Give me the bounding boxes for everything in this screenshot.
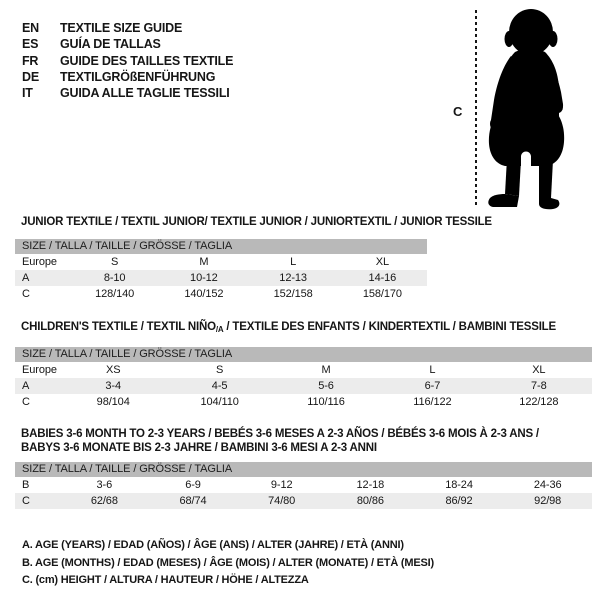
junior-textile-table bbox=[15, 215, 492, 302]
table-title bbox=[15, 320, 592, 337]
table-title-part: CHILDREN'S TEXTILE / TEXTIL NIÑO bbox=[21, 321, 216, 333]
size-cell: M bbox=[199, 256, 209, 268]
size-cell: 3-4 bbox=[105, 380, 121, 392]
size-cell: 12-13 bbox=[279, 272, 307, 284]
language-label: GUIDE DES TAILLES TEXTILE bbox=[60, 53, 234, 68]
size-cell: 4-5 bbox=[211, 380, 228, 392]
baby-foot-left bbox=[488, 194, 519, 207]
footnote-height: C. (cm) HEIGHT / ALTURA / HAUTEUR / HÖHE / ALTEZZA bbox=[22, 574, 309, 586]
language-label: TEXTILE SIZE GUIDE bbox=[60, 21, 183, 35]
size-header-bar: SIZE / TALLA / TAILLE / GRÖSSE / TAGLIA bbox=[15, 462, 592, 477]
baby-leg-right bbox=[539, 160, 553, 198]
table-title-line2: BABYS 3-6 MONATE BIS 2-3 JAHRE / BAMBINI 3-6 MESI A 2-3 ANNI bbox=[21, 442, 377, 454]
table-row bbox=[15, 286, 427, 302]
row-label: C bbox=[22, 495, 30, 507]
table-title-subscript: /A bbox=[215, 325, 224, 334]
table-row bbox=[15, 254, 427, 270]
height-measure-label: C bbox=[453, 104, 463, 119]
size-cell: 74/80 bbox=[268, 495, 296, 507]
size-cell: 8-10 bbox=[103, 272, 126, 284]
table-row bbox=[15, 493, 592, 509]
language-label: TEXTILGRÖßENFÜHRUNG bbox=[60, 69, 216, 84]
table-title-part: / TEXTILE DES ENFANTS / KINDERTEXTIL / BAMBINI TESSILE bbox=[223, 321, 556, 333]
size-cell: 5-6 bbox=[318, 380, 334, 392]
language-title-list bbox=[22, 20, 233, 101]
table-row bbox=[15, 362, 592, 378]
size-cell: 7-8 bbox=[531, 380, 547, 392]
row-label: B bbox=[22, 479, 30, 491]
language-code: FR bbox=[22, 53, 39, 68]
size-cell: M bbox=[321, 364, 331, 376]
size-cell: 12-18 bbox=[356, 479, 385, 491]
size-cell: 104/110 bbox=[200, 396, 239, 408]
baby-silhouette bbox=[483, 8, 571, 212]
size-cell: 152/158 bbox=[273, 288, 313, 300]
table-row bbox=[15, 477, 592, 493]
language-row-es bbox=[22, 36, 233, 52]
footnote-age-months: B. AGE (MONTHS) / EDAD (MESES) / ÂGE (MOIS) / ALTER (MONATE) / ETÀ (MESI) bbox=[22, 556, 434, 569]
baby-foot-right bbox=[539, 198, 559, 209]
language-row-fr bbox=[22, 53, 233, 69]
language-row-de bbox=[22, 69, 233, 85]
size-cell: 6-7 bbox=[424, 380, 441, 392]
size-cell: L bbox=[429, 364, 436, 376]
language-row-it bbox=[22, 85, 233, 101]
baby-ear-right bbox=[549, 31, 558, 47]
row-label: Europe bbox=[22, 256, 57, 268]
size-cell: 86/92 bbox=[445, 495, 473, 507]
size-header-bar: SIZE / TALLA / TAILLE / GRÖSSE / TAGLIA bbox=[15, 239, 427, 254]
size-cell: XL bbox=[375, 256, 389, 268]
size-cell: 158/170 bbox=[362, 288, 402, 300]
size-cell: 92/98 bbox=[534, 495, 562, 507]
baby-leg-left bbox=[505, 158, 521, 196]
language-code: ES bbox=[22, 37, 39, 52]
size-cell: 122/128 bbox=[519, 396, 559, 408]
baby-shorts bbox=[489, 108, 564, 166]
size-cell: XS bbox=[105, 364, 121, 376]
table-row bbox=[15, 378, 592, 394]
table-title: JUNIOR TEXTILE / TEXTIL JUNIOR/ TEXTILE JUNIOR / JUNIORTEXTIL / JUNIOR TESSILE bbox=[21, 216, 492, 228]
baby-ear-left bbox=[505, 31, 514, 47]
language-label: GUIDA ALLE TAGLIE TESSILI bbox=[60, 86, 230, 101]
language-label: GUÍA DE TALLAS bbox=[60, 37, 161, 52]
footnote-legend bbox=[22, 537, 434, 590]
row-label: Europe bbox=[22, 364, 57, 376]
size-cell: 98/104 bbox=[96, 396, 130, 408]
size-cell: S bbox=[111, 256, 119, 268]
size-cell: 128/140 bbox=[95, 288, 135, 300]
height-dashed-line bbox=[475, 10, 477, 208]
size-cell: XL bbox=[532, 364, 546, 376]
size-cell: 80/86 bbox=[356, 495, 384, 507]
row-label: A bbox=[22, 272, 30, 284]
size-cell: 6-9 bbox=[185, 479, 201, 491]
size-cell: 68/74 bbox=[179, 495, 207, 507]
size-cell: 10-12 bbox=[190, 272, 218, 284]
table-title-line1: BABIES 3-6 MONTH TO 2-3 YEARS / BEBÉS 3-6 MESES A 2-3 AÑOS / BÉBÉS 3-6 MOIS À 2-3 ANS / bbox=[21, 428, 539, 440]
size-cell: 9-12 bbox=[270, 479, 293, 491]
size-cell: L bbox=[290, 256, 297, 268]
baby-head bbox=[509, 9, 553, 55]
size-cell: 110/116 bbox=[307, 396, 345, 408]
size-cell: 3-6 bbox=[96, 479, 113, 491]
size-cell: S bbox=[215, 364, 224, 376]
babies-textile-table bbox=[15, 427, 592, 509]
size-header-bar: SIZE / TALLA / TAILLE / GRÖSSE / TAGLIA bbox=[15, 347, 592, 362]
language-code: IT bbox=[22, 86, 33, 101]
size-cell: 116/122 bbox=[413, 396, 452, 408]
size-cell: 24-36 bbox=[533, 479, 562, 491]
footnote-age-years: A. AGE (YEARS) / EDAD (AÑOS) / ÂGE (ANS) / ALTER (JAHRE) / ETÀ (ANNI) bbox=[22, 539, 404, 551]
language-code: DE bbox=[22, 69, 39, 84]
table-row bbox=[15, 270, 427, 286]
language-code: EN bbox=[22, 21, 39, 35]
size-cell: 18-24 bbox=[445, 479, 473, 491]
size-cell: 140/152 bbox=[184, 288, 224, 300]
childrens-textile-table bbox=[15, 320, 592, 410]
row-label: C bbox=[22, 288, 30, 300]
table-row bbox=[15, 394, 592, 410]
row-label: C bbox=[22, 396, 30, 408]
size-cell: 62/68 bbox=[90, 495, 118, 507]
row-label: A bbox=[22, 380, 30, 392]
size-cell: 14-16 bbox=[368, 272, 397, 284]
language-row-en bbox=[22, 20, 233, 36]
